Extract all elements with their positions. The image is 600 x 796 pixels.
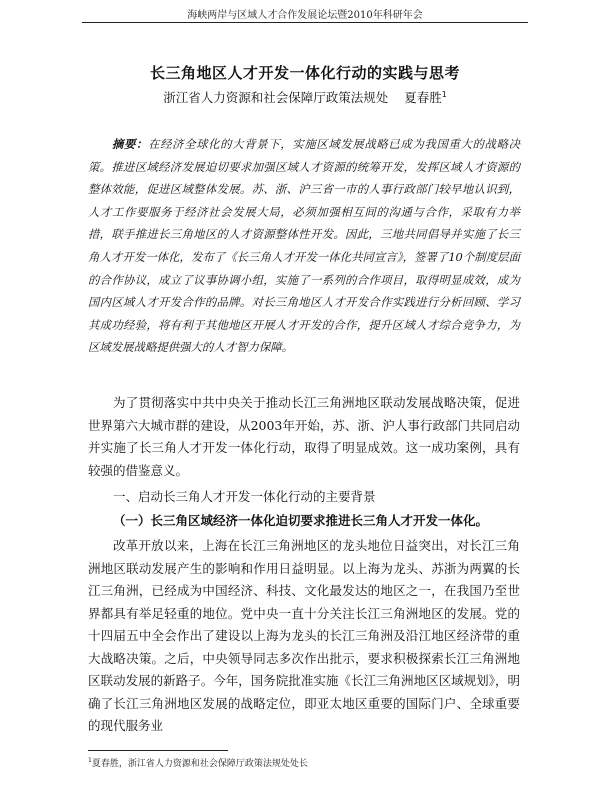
author-footnote-mark: 1 (441, 89, 447, 99)
footnote (88, 756, 520, 769)
author-name: 夏春胜 (404, 90, 442, 105)
abstract (88, 133, 520, 359)
author-affiliation: 浙江省人力资源和社会保障厅政策法规处 (163, 90, 389, 105)
footnote-rule (88, 750, 228, 751)
paper-title: 长三角地区人才开发一体化行动的实践与思考 (149, 64, 460, 82)
author-line (82, 88, 528, 106)
subsection-heading-1: （一）长三角区域经济一体化迫切要求推进长三角人才开发一体化。 (113, 513, 489, 528)
footnote-text: 夏春胜，浙江省人力资源和社会保障厅政策法规处处长 (91, 759, 308, 769)
header-rule (82, 22, 528, 23)
abstract-text: 在经济全球化的大背景下，实施区域发展战略已成为我国重大的战略决策。推进区域经济发展迫切要求加强区域人才资源的统筹开发，发挥区域人才资源的整体效能，促进区域整体发展。苏、浙、沪三省一市的人事行政部门较早地认识到，人才工作要服务于经济社会发展大局，必须加强相互间的沟通与合作，采取有力举措，联手推进长三角地区的人才资源整体性开发。因此，三地共同倡导并实施了长三角人才开发一体化，发布了《长三角人才开发一体化共同宣言》，签署了10个制度层面的合作协议，成立了议事协调小组，实施了一系列的合作项目，取得明显成效，成为国内区域人才开发合作的品牌。对长三角地区人才开发合作实践进行分析回顾、学习其成功经验，将有利于其他地区开展人才开发的合作，提升区域人才综合竞争力，为区域发展战略提供强大的人才智力保障。 (88, 137, 520, 355)
footnote-mark: 1 (88, 757, 92, 764)
body-paragraph-1: 为了贯彻落实中共中央关于推动长江三角洲地区联动发展战略决策，促进世界第六大城市群的建设，从2003年开始，苏、浙、沪人事行政部门共同启动并实施了长三角人才开发一体化行动，取得了明显成效。这一成功案例，具有较强的借鉴意义。 (88, 395, 520, 478)
section-heading-1: 一、启动长三角人才开发一体化行动的主要背景 (113, 489, 376, 504)
abstract-label: 摘要： (112, 137, 149, 151)
running-header: 海峡两岸与区域人才合作发展论坛暨2010年科研年会 (187, 10, 423, 21)
body-paragraph-2: 改革开放以来，上海在长江三角洲地区的龙头地位日益突出，对长江三角洲地区联动发展产生的影响和作用日益明显。以上海为龙头、苏浙为两翼的长江三角洲，已经成为中国经济、科技、文化最发达的地区之一，在我国乃至世界都具有举足轻重的地位。党中央一直十分关注长江三角洲地区的发展。党的十四届五中全会作出了建设以上海为龙头的长江三角洲及沿江地区经济带的重大战略决策。之后，中央领导同志多次作出批示，要求积极探索长江三角洲地区联动发展的新路子。今年，国务院批准实施《长江三角洲地区区域规划》，明确了长江三角洲地区发展的战略定位，即亚太地区重要的国际门户、全球重要的现代服务业 (88, 538, 520, 733)
